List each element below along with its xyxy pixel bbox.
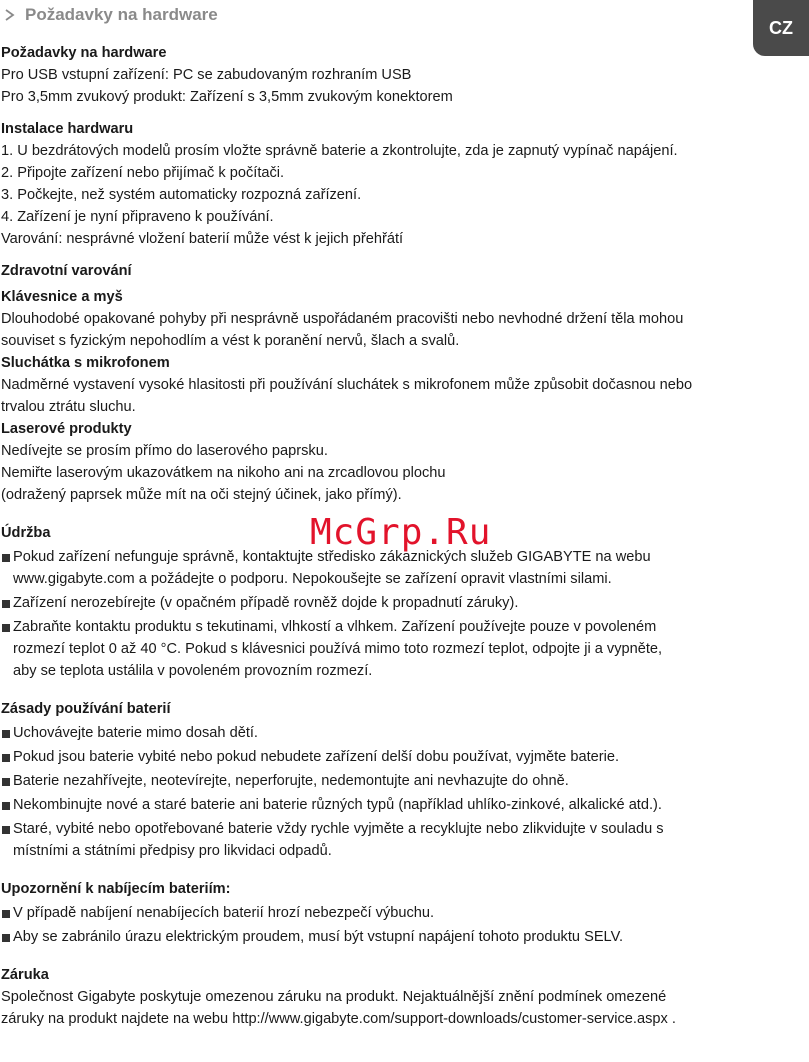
section-header: [3, 3, 218, 27]
headset-line: Nadměrné vystavení vysoké hlasitosti při používání sluchátek s mikrofonem může způsobit dočasnou nebo: [1, 377, 693, 393]
headset-heading: Sluchátka s mikrofonem: [1, 355, 170, 371]
warranty-line: záruky na produkt najdete na webu http://www.gigabyte.com/support-downloads/customer-service.aspx .: [1, 1011, 676, 1027]
laser-line: (odražený paprsek může mít na oči stejný účinek, jako přímý).: [1, 487, 402, 503]
charging-list: [1, 902, 791, 948]
keyboard-line: souviset s fyzickým nepohodlím a vést k poranění nervů, šlach a svalů.: [1, 333, 460, 349]
header-title: Požadavky na hardware: [25, 5, 218, 24]
requirements-heading: Požadavky na hardware: [1, 45, 167, 61]
square-bullet-icon: [2, 730, 10, 738]
charging-section: [1, 878, 791, 948]
health-section: [1, 260, 791, 506]
list-item: Aby se zabránilo úrazu elektrickým proudem, musí být vstupní napájení tohoto produktu SELV.: [1, 926, 791, 948]
maintenance-list: [1, 546, 791, 682]
list-item: Pokud jsou baterie vybité nebo pokud nebudete zařízení delší dobu používat, vyjměte baterie.: [1, 746, 791, 768]
square-bullet-icon: [2, 554, 10, 562]
install-heading: Instalace hardwaru: [1, 121, 134, 137]
square-bullet-icon: [2, 754, 10, 762]
chevron-right-icon: [3, 8, 17, 22]
laser-line: Nemiřte laserovým ukazovátkem na nikoho ani na zrcadlovou plochu: [1, 465, 446, 481]
requirements-line: Pro USB vstupní zařízení: PC se zabudovaným rozhraním USB: [1, 67, 412, 83]
list-item: Staré, vybité nebo opotřebované baterie vždy rychle vyjměte a recyklujte nebo zlikvidujte v souladu s místními a státními předpisy pro likvidaci odpadů.: [1, 818, 791, 862]
square-bullet-icon: [2, 910, 10, 918]
warranty-line: Společnost Gigabyte poskytuje omezenou záruku na produkt. Nejaktuálnější znění podmínek omezené: [1, 989, 667, 1005]
charging-heading: Upozornění k nabíjecím bateriím:: [1, 881, 231, 897]
list-item: Baterie nezahřívejte, neotevírejte, neperforujte, nedemontujte ani nevhazujte do ohně.: [1, 770, 791, 792]
requirements-line: Pro 3,5mm zvukový produkt: Zařízení s 3,5mm zvukovým konektorem: [1, 89, 453, 105]
battery-heading: Zásady používání baterií: [1, 701, 171, 717]
list-item: Pokud zařízení nefunguje správně, kontaktujte středisko zákaznických služeb GIGABYTE na webu www.gigabyte.com a požádejte o podporu. Nepokoušejte se zařízení opravit vlastními silami.: [1, 546, 791, 590]
keyboard-heading: Klávesnice a myš: [1, 289, 123, 305]
install-line: 2. Připojte zařízení nebo přijímač k počítači.: [1, 165, 285, 181]
install-line: 4. Zařízení je nyní připraveno k používání.: [1, 209, 274, 225]
laser-heading: Laserové produkty: [1, 421, 132, 437]
list-item: Zařízení nerozebírejte (v opačném případě rovněž dojde k propadnutí záruky).: [1, 592, 791, 614]
warranty-section: [1, 964, 791, 1030]
install-warning: Varování: nesprávné vložení baterií může vést k jejich přehřátí: [1, 231, 404, 247]
watermark: McGrp.Ru: [310, 512, 492, 553]
requirements-section: [1, 42, 791, 108]
battery-section: [1, 698, 791, 862]
square-bullet-icon: [2, 600, 10, 608]
maintenance-heading: Údržba: [1, 525, 51, 541]
square-bullet-icon: [2, 934, 10, 942]
square-bullet-icon: [2, 826, 10, 834]
battery-list: [1, 722, 791, 862]
list-item: V případě nabíjení nenabíjecích baterií hrozí nebezpečí výbuchu.: [1, 902, 791, 924]
install-section: [1, 118, 791, 250]
keyboard-line: Dlouhodobé opakované pohyby při nesprávně uspořádaném pracovišti nebo nevhodné držení těla mohou: [1, 311, 684, 327]
list-item: Nekombinujte nové a staré baterie ani baterie různých typů (například uhlíko-zinkové, alkalické atd.).: [1, 794, 791, 816]
laser-line: Nedívejte se prosím přímo do laserového paprsku.: [1, 443, 328, 459]
warranty-heading: Záruka: [1, 967, 49, 983]
install-line: 1. U bezdrátových modelů prosím vložte správně baterie a zkontrolujte, zda je zapnutý vypínač napájení.: [1, 143, 678, 159]
language-badge-label: CZ: [769, 17, 793, 38]
health-heading: Zdravotní varování: [1, 263, 132, 279]
square-bullet-icon: [2, 802, 10, 810]
headset-line: trvalou ztrátu sluchu.: [1, 399, 136, 415]
list-item: Uchovávejte baterie mimo dosah dětí.: [1, 722, 791, 744]
square-bullet-icon: [2, 624, 10, 632]
install-line: 3. Počkejte, než systém automaticky rozpozná zařízení.: [1, 187, 362, 203]
square-bullet-icon: [2, 778, 10, 786]
list-item: Zabraňte kontaktu produktu s tekutinami, vlhkostí a vlhkem. Zařízení používejte pouze v povoleném rozmezí teplot 0 až 40 °C. Pokud s klávesnici používá mimo toto rozmezí teplot, odpojte ji a vypněte, aby se teplota ustálila v povoleném provozním rozmezí.: [1, 616, 791, 682]
